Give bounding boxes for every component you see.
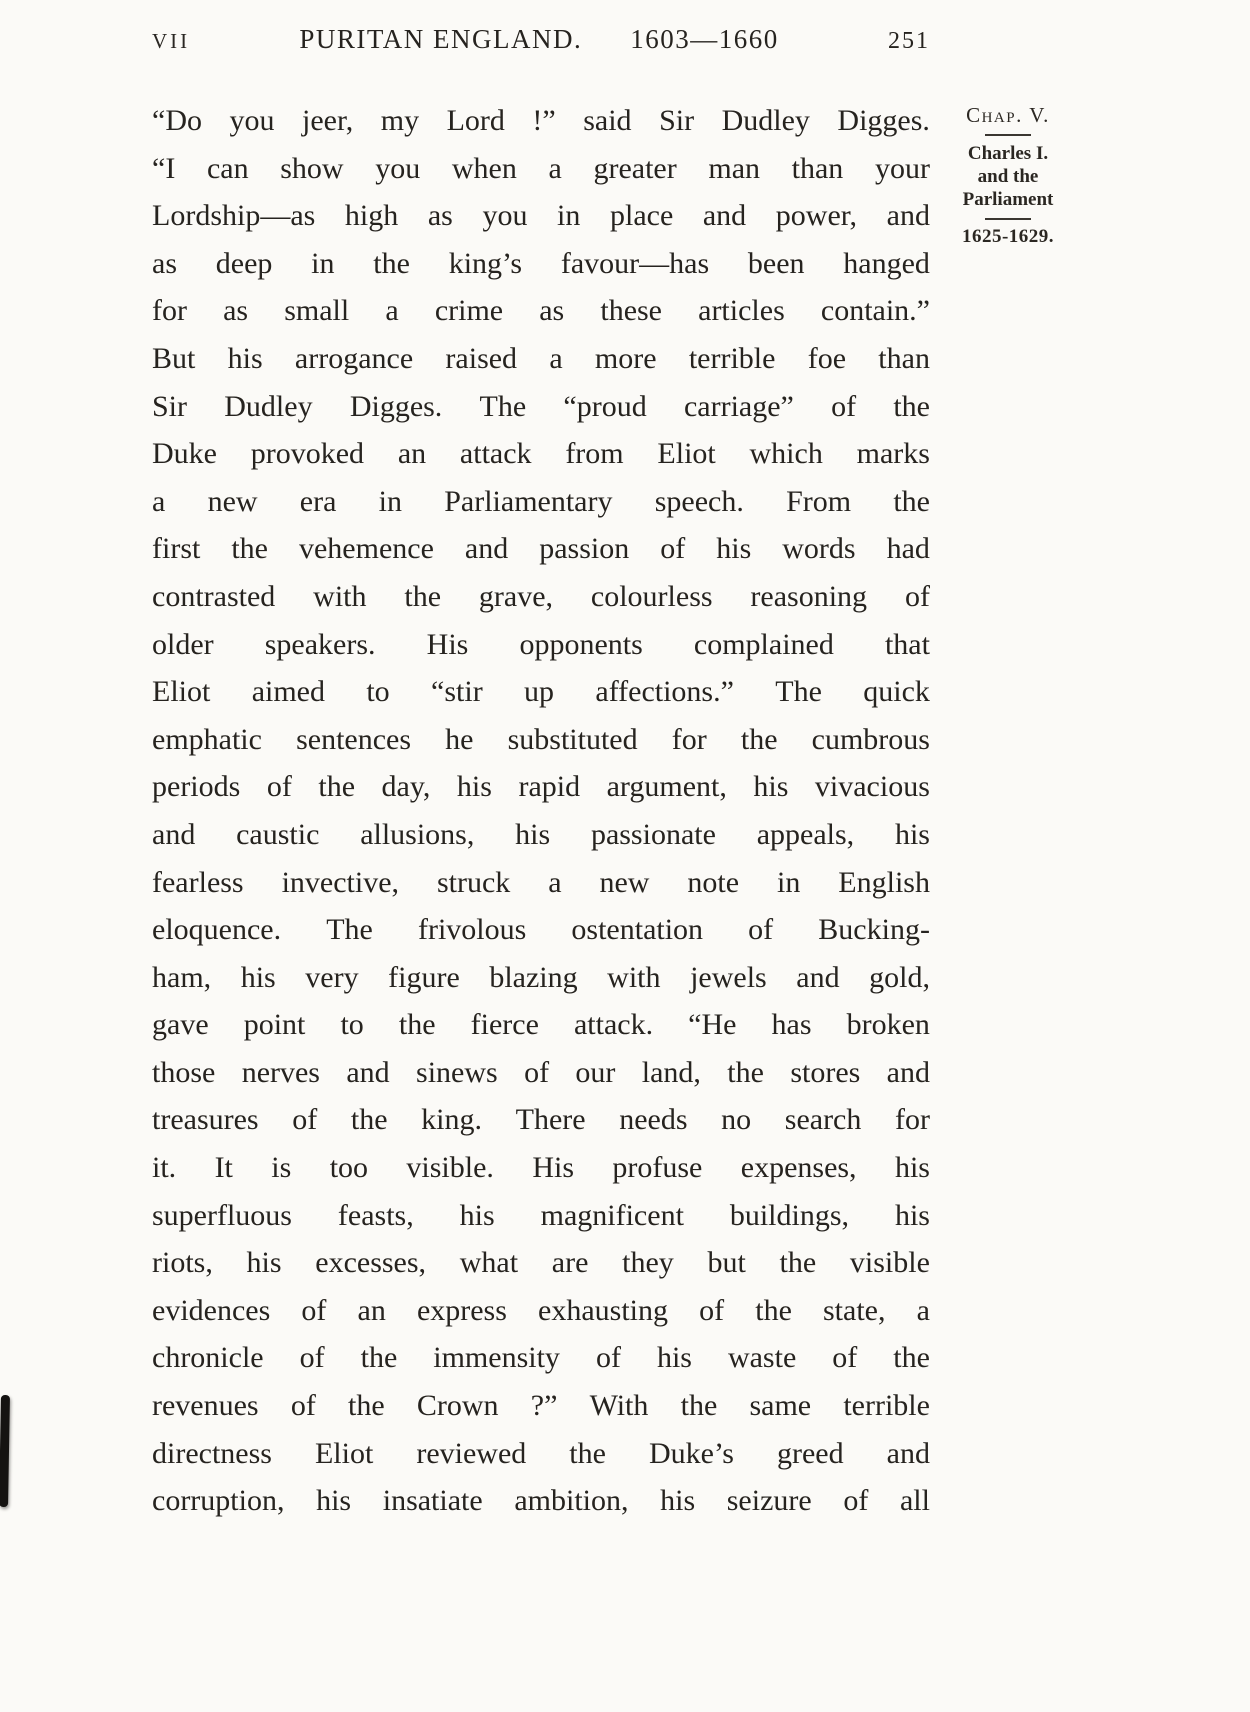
margin-rule-top — [985, 134, 1031, 136]
text-line: Duke provoked an attack from Eliot which marks — [152, 437, 930, 471]
text-line: gave point to the fierce attack. “He has broken — [152, 1008, 930, 1042]
text-line: corruption, his insatiate ambition, his seizure of all — [152, 1484, 930, 1518]
body-text — [152, 97, 930, 1525]
text-line: “Do you jeer, my Lord !” said Sir Dudley Digges. — [152, 104, 930, 137]
chapter-label: Chap. V. — [966, 103, 1050, 127]
note-line: Parliament — [962, 189, 1054, 210]
text-line: first the vehemence and passion of his words had — [152, 532, 930, 566]
text-line: those nerves and sinews of our land, the stores and — [152, 1055, 930, 1089]
text-line: directness Eliot reviewed the Duke’s greed and — [152, 1436, 930, 1470]
text-line: contrasted with the grave, colourless reasoning of — [152, 579, 930, 613]
page-title: PURITAN ENGLAND. — [299, 24, 583, 54]
text-line: emphatic sentences he substituted for the cumbrous — [152, 722, 930, 756]
page-dates: 1603—1660 — [630, 24, 779, 54]
text-line: treasures of the king. There needs no search for — [152, 1103, 930, 1137]
text-line: ham, his very figure blazing with jewels and gold, — [152, 960, 930, 994]
header-title-group — [190, 24, 888, 55]
text-line: But his arrogance raised a more terrible foe than — [152, 341, 930, 375]
margin-date: 1625-1629. — [961, 226, 1055, 247]
text-line: as deep in the king’s favour—has been hanged — [152, 246, 930, 280]
text-line: “I can show you when a greater man than your — [152, 151, 930, 185]
note-line: and the — [977, 166, 1039, 187]
page-header — [152, 24, 930, 55]
margin-rule-bottom — [985, 218, 1031, 220]
text-line: fearless invective, struck a new note in English — [152, 865, 930, 899]
text-line: revenues of the Crown ?” With the same terrible — [152, 1389, 930, 1423]
text-line: periods of the day, his rapid argument, his vivacious — [152, 770, 930, 804]
note-line: Charles I. — [967, 143, 1049, 164]
text-line: a new era in Parliamentary speech. From the — [152, 484, 930, 518]
text-line: eloquence. The frivolous ostentation of Bucking- — [152, 913, 930, 947]
text-line: older speakers. His opponents complained that — [152, 627, 930, 661]
chapter-numeral: VII — [152, 29, 191, 53]
margin-note-group — [938, 142, 1078, 211]
text-line: Lordship—as high as you in place and power, and — [152, 199, 930, 233]
text-line: Sir Dudley Digges. The “proud carriage” of the — [152, 389, 930, 423]
text-line: it. It is too visible. His profuse expenses, his — [152, 1151, 930, 1185]
text-line: for as small a crime as these articles contain.” — [152, 294, 930, 328]
ink-smudge-artifact — [0, 1395, 10, 1507]
text-line: evidences of an express exhausting of the state, a — [152, 1293, 930, 1327]
text-line: riots, his excesses, what are they but the visible — [152, 1246, 930, 1280]
text-line: Eliot aimed to “stir up affections.” The quick — [152, 675, 930, 709]
text-line: and caustic allusions, his passionate appeals, his — [152, 817, 930, 851]
margin-notes — [938, 103, 1078, 248]
text-line: chronicle of the immensity of his waste of the — [152, 1341, 930, 1375]
page-number: 251 — [888, 28, 930, 54]
text-line: superfluous feasts, his magnificent buildings, his — [152, 1198, 930, 1232]
